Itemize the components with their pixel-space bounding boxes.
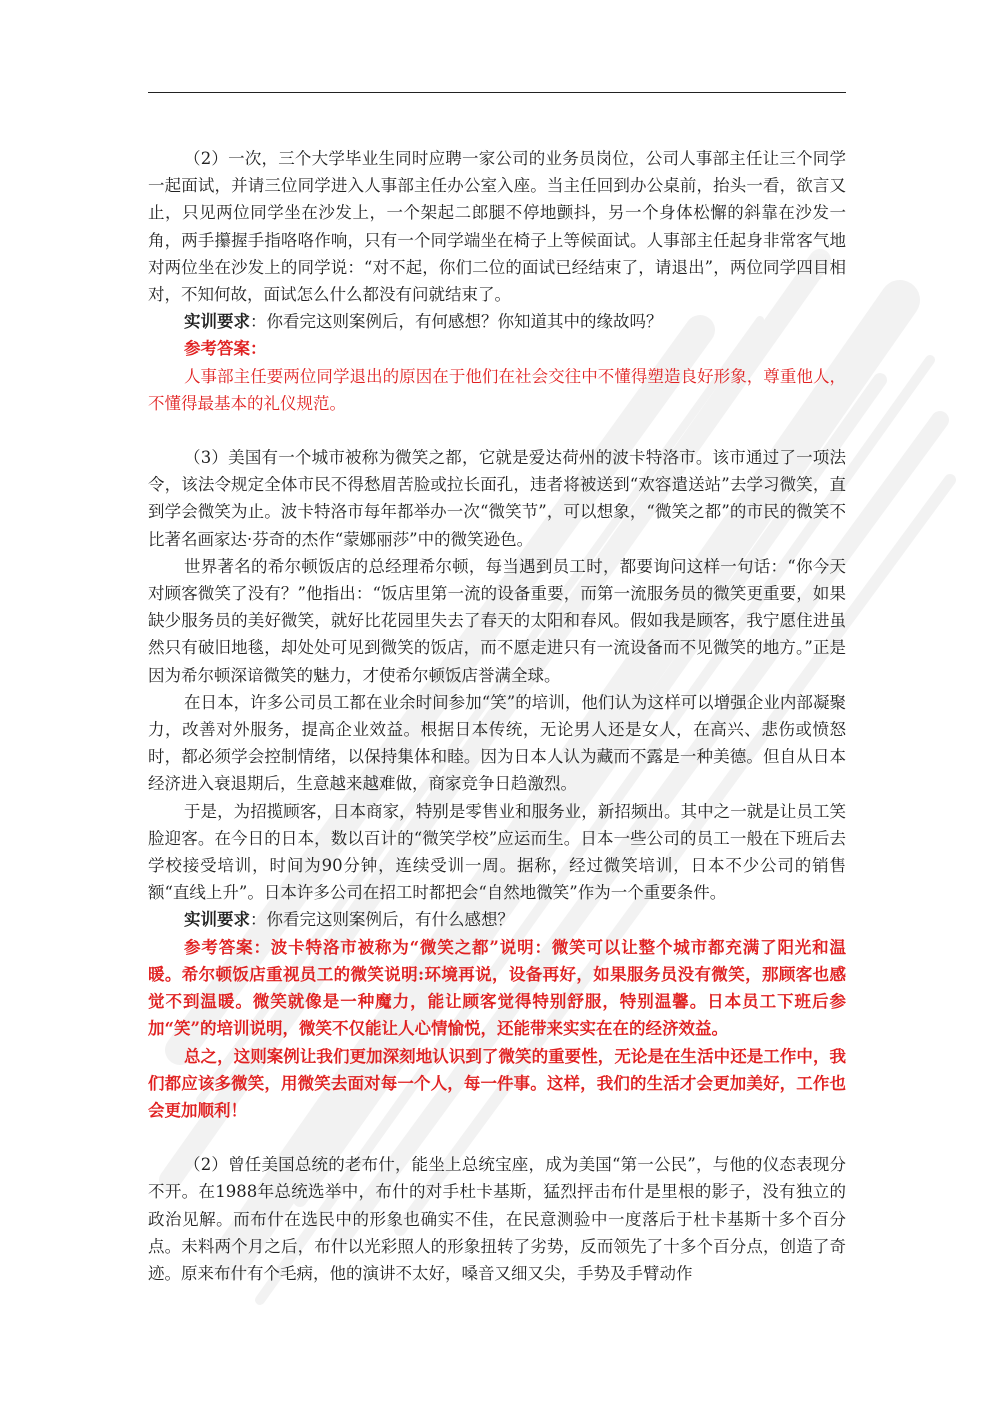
- case3-paragraph-4: 于是，为招揽顾客，日本商家，特别是零售业和服务业，新招频出。其中之一就是让员工笑脸迎客。在今日的日本，数以百计的“微笑学校”应运而生。日本一些公司的员工一般在下班后去学校接受培训，时间为90分钟，连续受训一周。据称，经过微笑培训，日本不少公司的销售额“直线上升”。日本许多公司在招工时都把会“自然地微笑”作为一个重要条件。: [148, 801, 846, 903]
- answer-text: ：波卡特洛市被称为“微笑之都”说明：微笑可以让整个城市都充满了阳光和温暖。希尔顿饭店重视员工的微笑说明:环境再说，设备再好，如果服务员没有微笑，那顾客也感觉不到温暖。微笑就像是一种魔力，能让顾客觉得特别舒服，特别温馨。日本员工下班后参加“笑”的培训说明，微笑不仅能让人心情愉悦，还能带来实实在在的经济效益。: [148, 937, 847, 1039]
- case3-paragraph-1: （3）美国有一个城市被称为微笑之都，它就是爱达荷州的波卡特洛市。该市通过了一项法令，该法令规定全体市民不得愁眉苦脸或拉长面孔，违者将被送到“欢容遣送站”去学习微笑，直到学会微笑为止。波卡特洛市每年都举办一次“微笑节”，可以想象，“微笑之都”的市民的微笑不比著名画家达·芬奇的杰作“蒙娜丽莎”中的微笑逊色。: [148, 448, 846, 549]
- bush-case-paragraph: （2）曾任美国总统的老布什，能坐上总统宝座，成为美国“第一公民”，与他的仪态表现分不开。在1988年总统选举中，布什的对手杜卡基斯，猛烈抨击布什是里根的影子，没有独立的政治见解。而布什在选民中的形象也确实不佳，在民意测验中一度落后于杜卡基斯十多个百分点。未料两个月之后，布什以光彩照人的形象扭转了劣势，反而领先了十多个百分点，创造了奇迹。原来布什有个毛病，他的演讲不太好，嗓音又细又尖，手势及手臂动作: [148, 1155, 846, 1283]
- case3-summary: 总之，这则案例让我们更加深刻地认识到了微笑的重要性，无论是在生活中还是工作中，我们都应该多微笑，用微笑去面对每一个人，每一件事。这样，我们的生活才会更加美好，工作也会更加顺利！: [148, 1046, 846, 1120]
- requirement-text: ：你看完这则案例后，有何感想？你知道其中的缘故吗？: [250, 312, 663, 332]
- requirement-text: ：你看完这则案例后，有什么感想？: [250, 910, 514, 930]
- answer-label: 参考答案: [184, 937, 254, 957]
- case3-requirement: [148, 906, 846, 933]
- case3-paragraph-2: 世界著名的希尔顿饭店的总经理希尔顿，每当遇到员工时，都要询问这样一句话：“你今天对顾客微笑了没有？”他指出：“饭店里第一流的设备重要，而第一流服务员的微笑更重要，如果缺少服务员的美好微笑，就好比花园里失去了春天的太阳和春风。假如我是顾客，我宁愿住进虽然只有破旧地毯，却处处可见到微笑的饭店，而不愿走进只有一流设备而不见微笑的地方。”正是因为希尔顿深谙微笑的魅力，才使希尔顿饭店誉满全球。: [148, 556, 846, 685]
- requirement-label: 实训要求: [184, 312, 250, 332]
- case2-answer-heading: [148, 335, 846, 362]
- answer-label: 参考答案: [184, 339, 250, 359]
- case3-answer: [148, 934, 846, 1043]
- case3-paragraph-3: 在日本，许多公司员工都在业余时间参加“笑”的培训，他们认为这样可以增强企业内部凝聚力，改善对外服务，提高企业效益。根据日本传统，无论男人还是女人，在高兴、悲伤或愤怒时，都必须学会控制情绪，以保持集体和睦。因为日本人认为藏而不露是一种美德。但自从日本经济进入衰退期后，生意越来越难做，商家竞争日趋激烈。: [148, 692, 846, 794]
- answer-colon: ：: [250, 339, 267, 359]
- case2-answer-text: 人事部主任要两位同学退出的原因在于他们在社会交往中不懂得塑造良好形象，尊重他人，不懂得最基本的礼仪规范。: [148, 366, 846, 413]
- document-body: [148, 145, 846, 1287]
- header-rule: [148, 92, 846, 93]
- case2-requirement: [148, 308, 846, 335]
- case2-body: （2）一次，三个大学毕业生同时应聘一家公司的业务员岗位，公司人事部主任让三个同学一起面试，并请三位同学进入人事部主任办公室入座。当主任回到办公桌前，抬头一看，欲言又止，只见两位同学坐在沙发上，一个架起二郎腿不停地颤抖，另一个身体松懈的斜靠在沙发一角，两手攥握手指咯咯作响，只有一个同学端坐在椅子上等候面试。人事部主任起身非常客气地对两位坐在沙发上的同学说：“对不起，你们二位的面试已经结束了，请退出”，两位同学四目相对，不知何故，面试怎么什么都没有问就结束了。: [148, 149, 846, 305]
- requirement-label: 实训要求: [184, 910, 250, 930]
